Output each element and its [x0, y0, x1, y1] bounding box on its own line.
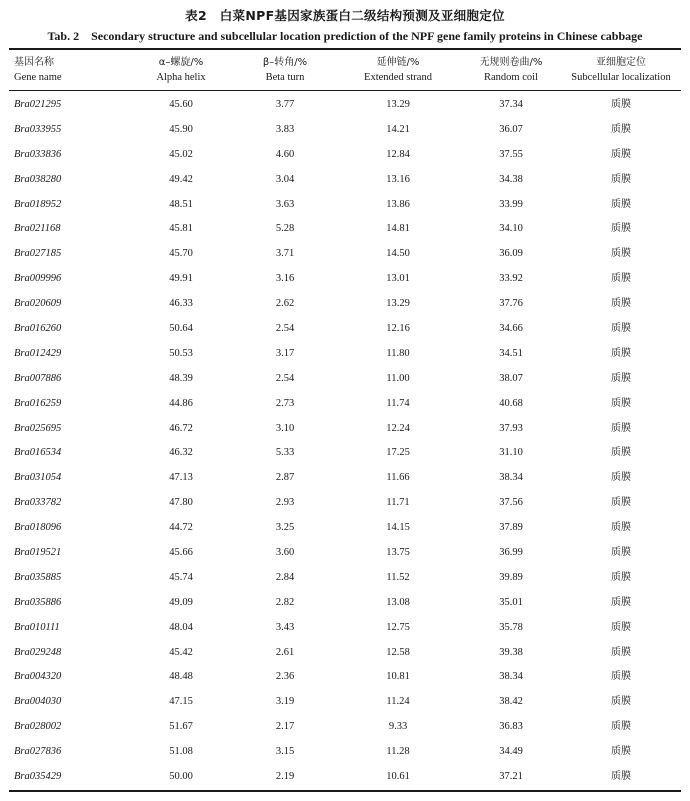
alpha-helix-cell: 47.15: [169, 696, 193, 708]
header-beta-turn-en: Beta turn: [265, 72, 305, 83]
alpha-helix-cell: 45.74: [169, 571, 193, 583]
random-coil-cell: 34.38: [499, 173, 523, 185]
random-coil-cell: 36.83: [499, 721, 523, 733]
alpha-helix-cell: 44.72: [169, 522, 193, 534]
beta-turn-cell: 2.17: [275, 721, 295, 733]
random-coil-cell: 38.34: [499, 671, 523, 683]
gene-name-cell: Bra004320: [14, 671, 62, 683]
table-row: [9, 516, 681, 541]
extended-strand-cell: 13.86: [386, 198, 410, 210]
table-row: [9, 417, 681, 442]
random-coil-cell: 33.99: [499, 198, 523, 210]
subcellular-localization-cell: 质膜: [611, 771, 631, 783]
table-row: [9, 566, 681, 591]
table-row: [9, 765, 681, 790]
random-coil-cell: 39.89: [499, 571, 523, 583]
alpha-helix-cell: 48.48: [169, 671, 193, 683]
header-alpha-helix-en: Alpha helix: [156, 72, 206, 83]
alpha-helix-cell: 49.09: [169, 596, 193, 608]
beta-turn-cell: 4.60: [275, 148, 295, 160]
extended-strand-cell: 11.28: [386, 746, 410, 758]
header-beta-turn-cn: β–转角/%: [262, 57, 308, 68]
subcellular-localization-cell: 质膜: [611, 173, 631, 185]
subcellular-localization-cell: 质膜: [611, 621, 631, 633]
subcellular-localization-cell: 质膜: [611, 397, 631, 409]
table-row: [9, 441, 681, 466]
random-coil-cell: 37.34: [499, 99, 523, 110]
table-row: [9, 541, 681, 566]
alpha-helix-cell: 48.51: [169, 198, 193, 210]
gene-name-cell: Bra038280: [14, 173, 62, 185]
random-coil-cell: 35.01: [499, 596, 523, 608]
table-row: [9, 641, 681, 666]
gene-name-cell: Bra018096: [14, 522, 62, 534]
table-row: [9, 591, 681, 616]
alpha-helix-cell: 45.42: [169, 646, 193, 658]
table-row: [9, 616, 681, 641]
alpha-helix-cell: 50.64: [169, 323, 193, 335]
random-coil-cell: 36.07: [499, 123, 523, 135]
gene-name-cell: Bra004030: [14, 696, 62, 708]
extended-strand-cell: 14.21: [386, 123, 410, 135]
gene-name-cell: Bra016259: [14, 397, 62, 409]
beta-turn-cell: 5.28: [275, 223, 295, 235]
table-row: [9, 168, 681, 193]
header-subcellular-localization-cn: 亚细胞定位: [595, 57, 646, 68]
beta-turn-cell: 2.61: [275, 646, 295, 658]
alpha-helix-cell: 49.42: [169, 173, 193, 185]
extended-strand-cell: 14.50: [386, 248, 410, 260]
beta-turn-cell: 2.93: [275, 497, 295, 509]
top-rule: [9, 48, 681, 50]
gene-name-cell: Bra035886: [14, 596, 62, 608]
alpha-helix-cell: 45.70: [169, 248, 193, 260]
table-row: [9, 342, 681, 367]
extended-strand-cell: 17.25: [386, 447, 410, 459]
extended-strand-cell: 13.16: [386, 173, 410, 185]
table-row: [9, 242, 681, 267]
header-extended-strand-en: Extended strand: [364, 72, 432, 83]
random-coil-cell: 35.78: [499, 621, 523, 633]
random-coil-cell: 37.56: [499, 497, 523, 509]
alpha-helix-cell: 49.91: [169, 273, 193, 285]
beta-turn-cell: 5.33: [275, 447, 295, 459]
alpha-helix-cell: 46.33: [169, 298, 193, 310]
table-row: [9, 217, 681, 242]
alpha-helix-cell: 44.86: [169, 397, 193, 409]
subcellular-localization-cell: 质膜: [611, 273, 631, 285]
alpha-helix-cell: 46.72: [169, 422, 193, 434]
gene-name-cell: Bra033836: [14, 148, 62, 160]
beta-turn-cell: 2.73: [275, 397, 295, 409]
extended-strand-cell: 14.81: [386, 223, 410, 235]
subcellular-localization-cell: 质膜: [611, 721, 631, 733]
subcellular-localization-cell: 质膜: [611, 746, 631, 758]
beta-turn-cell: 2.36: [275, 671, 295, 683]
random-coil-cell: 37.89: [499, 522, 523, 534]
header-gene-name: [14, 55, 62, 85]
gene-name-cell: Bra010111: [14, 621, 60, 633]
table-row: [9, 367, 681, 392]
table-row: [9, 392, 681, 417]
random-coil-cell: 38.42: [499, 696, 523, 708]
gene-name-cell: Bra009996: [14, 273, 62, 285]
beta-turn-cell: 3.25: [275, 522, 295, 534]
subcellular-localization-cell: 质膜: [611, 347, 631, 359]
random-coil-cell: 34.49: [499, 746, 523, 758]
alpha-helix-cell: 48.04: [169, 621, 193, 633]
gene-name-cell: Bra033782: [14, 497, 62, 509]
table-body: [9, 93, 681, 790]
beta-turn-cell: 2.54: [275, 372, 295, 384]
random-coil-cell: 37.55: [499, 148, 523, 160]
header-extended-strand-cn: 延伸链/%: [376, 57, 420, 68]
subcellular-localization-cell: 质膜: [611, 198, 631, 210]
extended-strand-cell: 12.75: [386, 621, 410, 633]
extended-strand-cell: 12.24: [386, 422, 410, 434]
gene-name-cell: Bra019521: [14, 547, 62, 559]
extended-strand-cell: 9.33: [388, 721, 408, 733]
extended-strand-cell: 11.00: [386, 372, 410, 384]
subcellular-localization-cell: 质膜: [611, 223, 631, 235]
subcellular-localization-cell: 质膜: [611, 522, 631, 534]
subcellular-localization-cell: 质膜: [611, 671, 631, 683]
extended-strand-cell: 12.58: [386, 646, 410, 658]
gene-name-cell: Bra028002: [14, 721, 62, 733]
beta-turn-cell: 3.10: [275, 422, 295, 434]
gene-name-cell: Bra016260: [14, 323, 62, 335]
beta-turn-cell: 3.43: [275, 621, 295, 633]
header-beta-turn: [263, 55, 307, 85]
table-row: [9, 466, 681, 491]
beta-turn-cell: 3.15: [275, 746, 295, 758]
table-row: [9, 118, 681, 143]
beta-turn-cell: 3.77: [275, 99, 295, 110]
random-coil-cell: 34.66: [499, 323, 523, 335]
table-row: [9, 93, 681, 118]
header-subcellular-localization: [571, 55, 670, 85]
beta-turn-cell: 2.62: [275, 298, 295, 310]
table-title-english: Tab. 2 Secondary structure and subcellular location prediction of the NPF gene family proteins in Chinese cabbage: [47, 29, 643, 43]
extended-strand-cell: 13.01: [386, 273, 410, 285]
header-gene-name-cn: 基因名称: [14, 57, 54, 68]
beta-turn-cell: 2.82: [275, 596, 295, 608]
gene-name-cell: Bra035885: [14, 571, 62, 583]
extended-strand-cell: 12.16: [386, 323, 410, 335]
random-coil-cell: 37.21: [499, 771, 523, 783]
extended-strand-cell: 12.84: [386, 148, 410, 160]
subcellular-localization-cell: 质膜: [611, 547, 631, 559]
alpha-helix-cell: 45.02: [169, 148, 193, 160]
extended-strand-cell: 13.75: [386, 547, 410, 559]
bottom-rule: [9, 790, 681, 792]
extended-strand-cell: 10.81: [386, 671, 410, 683]
alpha-helix-cell: 46.32: [169, 447, 193, 459]
gene-name-cell: Bra031054: [14, 472, 62, 484]
alpha-helix-cell: 51.67: [169, 721, 193, 733]
random-coil-cell: 36.09: [499, 248, 523, 260]
table-row: [9, 193, 681, 218]
extended-strand-cell: 11.71: [386, 497, 410, 509]
gene-name-cell: Bra012429: [14, 347, 62, 359]
gene-name-cell: Bra027836: [14, 746, 62, 758]
extended-strand-cell: 11.24: [386, 696, 410, 708]
extended-strand-cell: 14.15: [386, 522, 410, 534]
subcellular-localization-cell: 质膜: [611, 148, 631, 160]
header-rule: [9, 90, 681, 91]
header-alpha-helix-cn: α–螺旋/%: [158, 57, 204, 68]
beta-turn-cell: 2.87: [275, 472, 295, 484]
table-header: [9, 55, 681, 87]
beta-turn-cell: 2.54: [275, 323, 295, 335]
table-row: [9, 491, 681, 516]
random-coil-cell: 40.68: [499, 397, 523, 409]
extended-strand-cell: 13.08: [386, 596, 410, 608]
subcellular-localization-cell: 质膜: [611, 123, 631, 135]
table-row: [9, 690, 681, 715]
extended-strand-cell: 11.74: [386, 397, 410, 409]
beta-turn-cell: 3.19: [275, 696, 295, 708]
table-row: [9, 665, 681, 690]
header-random-coil-en: Random coil: [484, 72, 538, 83]
extended-strand-cell: 11.52: [386, 571, 410, 583]
random-coil-cell: 36.99: [499, 547, 523, 559]
subcellular-localization-cell: 质膜: [611, 596, 631, 608]
beta-turn-cell: 2.84: [275, 571, 295, 583]
subcellular-localization-cell: 质膜: [611, 422, 631, 434]
beta-turn-cell: 2.19: [275, 771, 295, 783]
subcellular-localization-cell: 质膜: [611, 696, 631, 708]
alpha-helix-cell: 51.08: [169, 746, 193, 758]
header-random-coil-cn: 无规则卷曲/%: [479, 57, 543, 68]
gene-name-cell: Bra018952: [14, 198, 62, 210]
subcellular-localization-cell: 质膜: [611, 571, 631, 583]
gene-name-cell: Bra025695: [14, 422, 62, 434]
table-row: [9, 143, 681, 168]
beta-turn-cell: 3.16: [275, 273, 295, 285]
extended-strand-cell: 13.29: [386, 298, 410, 310]
gene-name-cell: Bra021295: [14, 99, 62, 110]
header-gene-name-en: Gene name: [14, 72, 62, 83]
extended-strand-cell: 13.29: [386, 99, 410, 110]
subcellular-localization-cell: 质膜: [611, 646, 631, 658]
beta-turn-cell: 3.71: [275, 248, 295, 260]
random-coil-cell: 38.34: [499, 472, 523, 484]
extended-strand-cell: 11.66: [386, 472, 410, 484]
subcellular-localization-cell: 质膜: [611, 298, 631, 310]
random-coil-cell: 31.10: [499, 447, 523, 459]
random-coil-cell: 34.10: [499, 223, 523, 235]
beta-turn-cell: 3.63: [275, 198, 295, 210]
random-coil-cell: 38.07: [499, 372, 523, 384]
subcellular-localization-cell: 质膜: [611, 323, 631, 335]
alpha-helix-cell: 45.66: [169, 547, 193, 559]
random-coil-cell: 37.76: [499, 298, 523, 310]
gene-name-cell: Bra027185: [14, 248, 62, 260]
gene-name-cell: Bra007886: [14, 372, 62, 384]
table-row: [9, 267, 681, 292]
header-subcellular-localization-en: Subcellular localization: [571, 72, 671, 83]
table-title-chinese: 表2 白菜NPF基因家族蛋白二级结构预测及亚细胞定位: [185, 8, 505, 23]
alpha-helix-cell: 47.13: [169, 472, 193, 484]
subcellular-localization-cell: 质膜: [611, 472, 631, 484]
extended-strand-cell: 11.80: [386, 347, 410, 359]
alpha-helix-cell: 48.39: [169, 372, 193, 384]
gene-name-cell: Bra020609: [14, 298, 62, 310]
gene-name-cell: Bra021168: [14, 223, 61, 235]
header-alpha-helix: [156, 55, 205, 85]
subcellular-localization-cell: 质膜: [611, 497, 631, 509]
alpha-helix-cell: 45.60: [169, 99, 193, 110]
table-row: [9, 715, 681, 740]
header-random-coil: [480, 55, 543, 85]
subcellular-localization-cell: 质膜: [611, 99, 631, 110]
alpha-helix-cell: 45.90: [169, 123, 193, 135]
beta-turn-cell: 3.60: [275, 547, 295, 559]
alpha-helix-cell: 50.53: [169, 347, 193, 359]
gene-name-cell: Bra035429: [14, 771, 62, 783]
header-extended-strand: [364, 55, 432, 85]
alpha-helix-cell: 47.80: [169, 497, 193, 509]
table-row: [9, 317, 681, 342]
gene-name-cell: Bra033955: [14, 123, 62, 135]
alpha-helix-cell: 45.81: [169, 223, 193, 235]
random-coil-cell: 33.92: [499, 273, 523, 285]
subcellular-localization-cell: 质膜: [611, 372, 631, 384]
beta-turn-cell: 3.83: [275, 123, 295, 135]
random-coil-cell: 37.93: [499, 422, 523, 434]
random-coil-cell: 39.38: [499, 646, 523, 658]
table-row: [9, 292, 681, 317]
gene-name-cell: Bra016534: [14, 447, 62, 459]
table-row: [9, 740, 681, 765]
subcellular-localization-cell: 质膜: [611, 447, 631, 459]
beta-turn-cell: 3.04: [275, 173, 295, 185]
gene-name-cell: Bra029248: [14, 646, 62, 658]
extended-strand-cell: 10.61: [386, 771, 410, 783]
beta-turn-cell: 3.17: [275, 347, 295, 359]
alpha-helix-cell: 50.00: [169, 771, 193, 783]
random-coil-cell: 34.51: [499, 347, 523, 359]
subcellular-localization-cell: 质膜: [611, 248, 631, 260]
